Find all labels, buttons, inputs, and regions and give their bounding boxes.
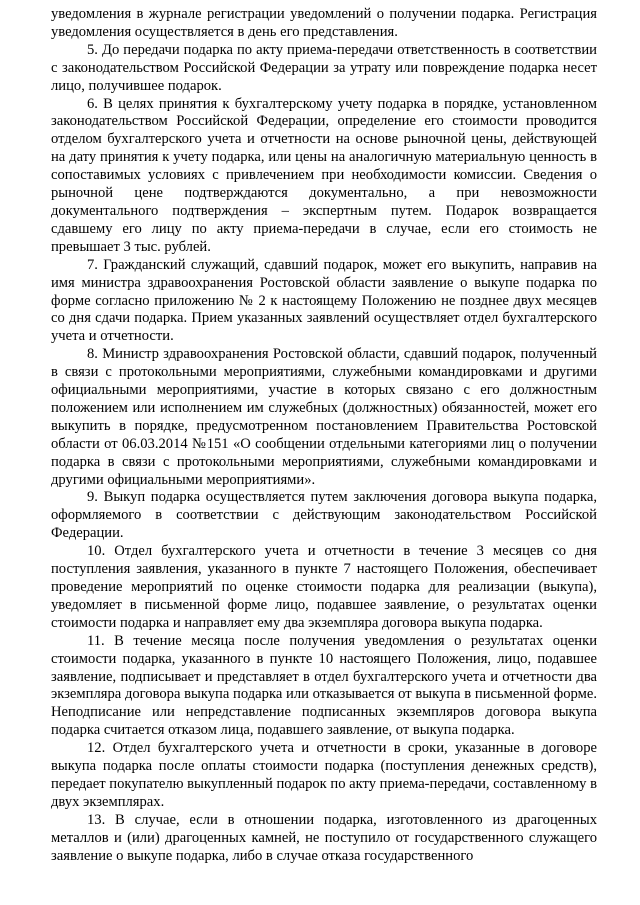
paragraph-item-8: 8. Министр здравоохранения Ростовской области, сдавший подарок, полученный в связи с протокольными мероприятиями, служебными командировками и другими официальными мероприятиями, участие в которых связано с его должностным положением или исполнением им служебных (должностных) обязанностей, может его выкупить в порядке, предусмотренном постановлением Правительства Ростовской области от 06.03.2014 №151 «О сообщении отдельными категориями лиц о получении подарка в связи с протокольными мероприятиями, служебными командировками и другими официальными мероприятиями». [51, 346, 597, 488]
paragraph-item-10: 10. Отдел бухгалтерского учета и отчетности в течение 3 месяцев со дня поступления заявления, указанного в пункте 7 настоящего Положения, обеспечивает проведение мероприятий по оценке стоимости подарка для реализации (выкупа), уведомляет в письменной форме лицо, подавшее заявление, о результатах оценки стоимости подарка и направляет ему два экземпляра договора выкупа подарка. [51, 543, 597, 631]
paragraph-item-12: 12. Отдел бухгалтерского учета и отчетности в сроки, указанные в договоре выкупа подарка после оплаты стоимости подарка (поступления денежных средств), передает покупателю выкупленный подарок по акту приема-передачи, составленному в двух экземплярах. [51, 740, 597, 810]
paragraph-item-13: 13. В случае, если в отношении подарка, изготовленного из драгоценных металлов и (или) драгоценных камней, не поступило от государственного служащего заявление о выкупе подарка, либо в случае отказа государственного [51, 811, 597, 864]
paragraph-item-7: 7. Гражданский служащий, сдавший подарок, может его выкупить, направив на имя министра здравоохранения Ростовской области заявление о выкупе подарка по форме согласно приложению № 2 к настоящему Положению не позднее двух месяцев со дня сдачи подарка. Прием указанных заявлений осуществляет отдел бухгалтерского учета и отчетности. [51, 256, 597, 345]
paragraph-item-5: 5. До передачи подарка по акту приема-передачи ответственность в соответствии с законодательством Российской Федерации за утрату или повреждение подарка несет лицо, получившее подарок. [51, 41, 597, 94]
paragraph-item-11: 11. В течение месяца после получения уведомления о результатах оценки стоимости подарка, указанного в пункте 10 настоящего Положения, лицо, подавшее заявление, подписывает и представляет в отдел бухгалтерского учета и отчетности два экземпляра договора выкупа подарка или отказывается от выкупа в письменной форме. Неподписание или непредставление подписанных экземпляров договора выкупа подарка считается отказом лица, подавшего заявление, от выкупа подарка. [51, 632, 597, 739]
document-page [51, 6, 597, 866]
paragraph-item-6: 6. В целях принятия к бухгалтерскому учету подарка в порядке, установленном законодательством Российской Федерации, определение его стоимости проводится отделом бухгалтерского учета и отчетности на основе рыночной цены, действующей на дату принятия к учету подарка, или цены на аналогичную материальную ценность в сопоставимых условиях с привлечением при необходимости комиссии. Сведения о рыночной цене подтверждаются документально, а при невозможности документального подтверждения – экспертным путем. Подарок возвращается сдавшему его лицу по акту приема-передачи в случае, если его стоимость не превышает 3 тыс. рублей. [51, 95, 597, 255]
paragraph-item-9: 9. Выкуп подарка осуществляется путем заключения договора выкупа подарка, оформляемого в соответствии с действующим законодательством Российской Федерации. [51, 489, 597, 542]
paragraph-continuation: уведомления в журнале регистрации уведомлений о получении подарка. Регистрация уведомления осуществляется в день его представления. [51, 6, 597, 40]
